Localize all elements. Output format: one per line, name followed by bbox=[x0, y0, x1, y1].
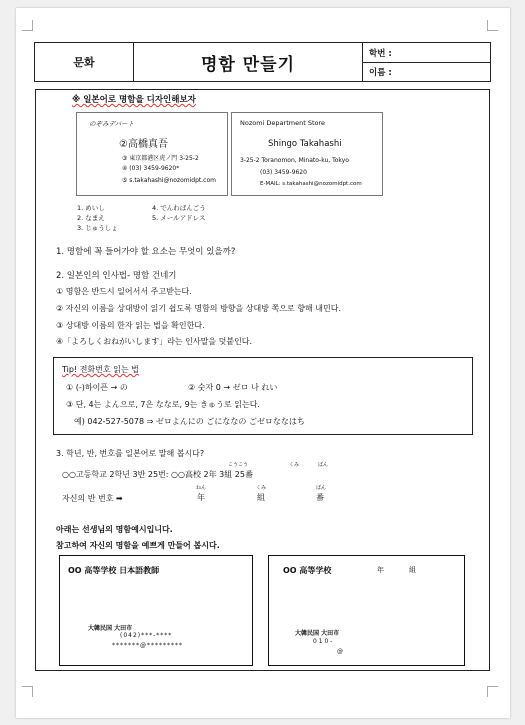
card-email: E-MAIL: s.takahashi@nozomidpt.com bbox=[260, 181, 362, 187]
ruby-ban-2: ばん bbox=[316, 485, 327, 491]
own-class-label: 자신의 반 번호 ➡ bbox=[62, 494, 123, 503]
crop-mark-bottom-left bbox=[22, 686, 33, 697]
question-2-title: 2. 일본인의 인사법- 명함 건네기 bbox=[56, 271, 177, 281]
card-address: 3-25-2 Toranomon, Minato-ku, Tokyo bbox=[240, 157, 349, 164]
ruby-kumi: くみ bbox=[289, 462, 300, 468]
own-kumi: 組 bbox=[257, 493, 265, 502]
card-company: Nozomi Department Store bbox=[240, 119, 326, 127]
worksheet-title: 명함 만들기 bbox=[134, 43, 363, 81]
card-name: Shingo Takahashi bbox=[268, 139, 342, 149]
task-heading: ※ 일본어로 명함을 디자인해보자 bbox=[72, 95, 196, 105]
sample-intro-1: 아래는 선생님의 명함예시입니다. bbox=[56, 525, 173, 534]
question-1: 1. 명함에 꼭 들어가야 할 요소는 무엇이 있을까? bbox=[56, 247, 236, 257]
template-tel: 0 1 0 - bbox=[313, 638, 333, 645]
template-nen: 年 bbox=[377, 566, 384, 574]
tip-line-2: ③ 단, 4는 よん으로, 7은 なな로, 9는 きゅう로 읽는다. bbox=[66, 400, 260, 409]
sample-city: 大韓民国 大田市 bbox=[88, 625, 133, 632]
card-tel: ④ (03) 3459-9620* bbox=[122, 165, 180, 172]
own-nen: 年 bbox=[197, 493, 205, 502]
card-tel: (03) 3459-9620 bbox=[260, 169, 307, 176]
ruby-nen: ねん bbox=[196, 485, 207, 491]
legend-item-5: 5. メールアドレス bbox=[152, 214, 206, 222]
example-card-japanese bbox=[76, 112, 228, 196]
card-company: のぞみデパート bbox=[89, 120, 135, 128]
subject-cell: 문화 bbox=[35, 43, 134, 81]
question-2-line-1: ① 명함은 반드시 일어서서 주고받는다. bbox=[56, 287, 192, 296]
question-2-line-2: ② 자신의 이름을 상대방이 읽기 쉽도록 명함의 방향을 상대방 쪽으로 향해 내민다. bbox=[56, 304, 341, 313]
own-ban: 番 bbox=[316, 493, 324, 502]
example-card-english bbox=[231, 112, 383, 196]
template-school: OO 高等学校 bbox=[283, 566, 332, 575]
tip-box bbox=[53, 357, 473, 435]
legend-item-3: 3. じゅうしょ bbox=[77, 224, 118, 232]
student-name-field[interactable]: 이름 : bbox=[363, 62, 490, 81]
card-email: ⑤ s.takahashi@nozomidpt.com bbox=[122, 177, 216, 184]
tip-line-1b: ② 숫자 0 → ゼロ 나 れい bbox=[188, 383, 278, 392]
worksheet-header bbox=[34, 42, 491, 82]
question-2-line-3: ③ 상대방 이름의 한자 읽는 법을 확인한다. bbox=[56, 321, 205, 330]
ruby-koukou: こうこう bbox=[228, 462, 249, 468]
ruby-ban: ばん bbox=[318, 462, 329, 468]
question-3-example: ○○고등학교 2학년 3반 25번: ○○高校 2年 3組 25番 bbox=[62, 470, 253, 479]
tip-line-1a: ① (-)하이픈 → の bbox=[66, 383, 128, 392]
template-kumi: 組 bbox=[409, 566, 416, 574]
tip-title: Tip! 전화번호 읽는 법 bbox=[62, 365, 139, 374]
sample-tel: (042)***-**** bbox=[120, 632, 173, 639]
crop-mark-top-left bbox=[22, 20, 33, 31]
legend-item-1: 1. めいし bbox=[77, 204, 105, 212]
tip-line-3: 예) 042-527-5078 ⇒ ゼロよんにの ごにななの ごゼロななはち bbox=[74, 417, 305, 426]
template-city: 大韓民国 大田市 bbox=[295, 630, 340, 637]
template-email: @ bbox=[337, 648, 343, 655]
crop-mark-top-right bbox=[487, 20, 498, 31]
student-info bbox=[363, 43, 490, 81]
sample-intro-2: 참고하여 자신의 명함을 예쁘게 만들어 봅시다. bbox=[56, 541, 220, 550]
student-template-card[interactable] bbox=[268, 555, 465, 666]
legend-item-2: 2. なまえ bbox=[77, 214, 105, 222]
question-2-line-4: ④「よろしくおねがいします」라는 인사말을 덧붙인다. bbox=[56, 337, 253, 346]
ruby-kumi-2: くみ bbox=[256, 485, 267, 491]
student-number-field[interactable]: 학번 : bbox=[369, 48, 392, 59]
sample-email: *******@********* bbox=[112, 642, 183, 649]
crop-mark-bottom-right bbox=[487, 686, 498, 697]
question-3-title: 3. 학년, 반, 번호를 일본어로 말해 봅시다? bbox=[56, 449, 205, 458]
legend-item-4: 4. でんわばんごう bbox=[152, 204, 206, 212]
sample-school: OO 高等学校 日本語教師 bbox=[68, 566, 160, 575]
card-address: ③ 東京都港区虎ノ門 3-25-2 bbox=[122, 155, 199, 162]
teacher-sample-card bbox=[59, 555, 253, 666]
card-name: ②高橋真吾 bbox=[119, 139, 168, 150]
